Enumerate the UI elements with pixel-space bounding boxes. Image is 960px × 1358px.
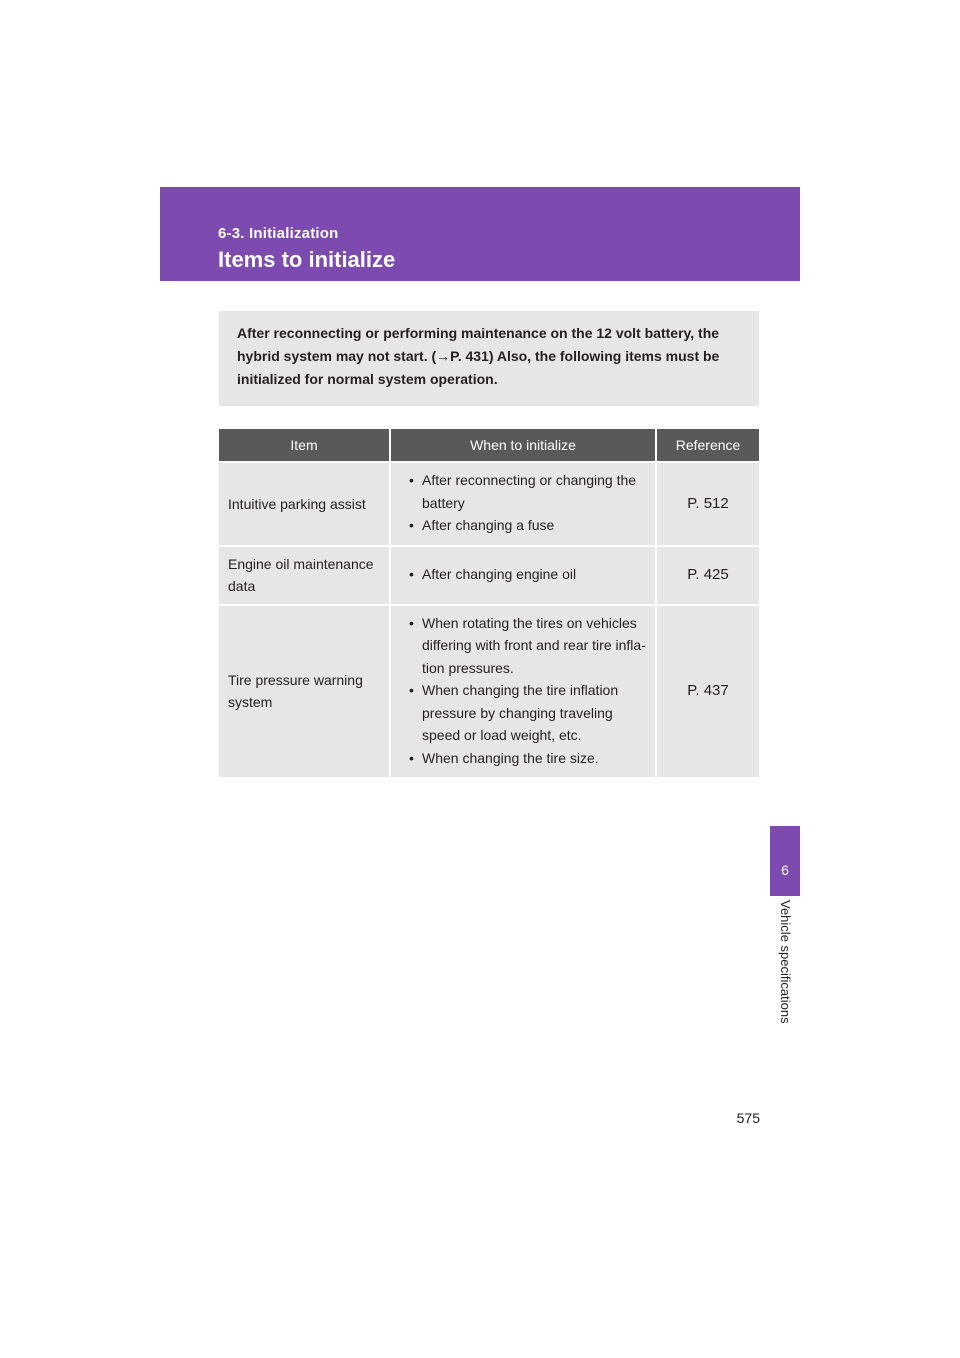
list-item: • When changing the tire size. [409, 747, 649, 770]
section-number: 6-3. Initialization [218, 225, 339, 242]
column-header-item: Item [219, 429, 389, 463]
reference-link[interactable]: P. 512 [657, 463, 759, 547]
reference-link[interactable]: P. 437 [657, 606, 759, 780]
when-list [409, 612, 649, 770]
intro-box [219, 311, 759, 406]
list-item: • After changing engine oil [409, 563, 649, 586]
chapter-tab[interactable] [770, 826, 800, 896]
when-cell [391, 606, 655, 780]
page-number: 575 [736, 1110, 760, 1126]
when-cell [391, 463, 655, 547]
list-item: • After changing a fuse [409, 514, 649, 537]
table-header-row [219, 429, 759, 463]
column-header-reference: Reference [657, 429, 759, 463]
table-row [219, 463, 759, 547]
when-list [409, 563, 649, 586]
table-row [219, 606, 759, 780]
chapter-tab-number: 6 [781, 862, 789, 878]
column-header-when: When to initialize [391, 429, 655, 463]
item-cell: Engine oil maintenance data [219, 547, 389, 606]
chapter-label-text: Vehicle specifications [778, 900, 793, 1024]
when-cell [391, 547, 655, 606]
when-list [409, 469, 649, 537]
intro-text: After reconnecting or performing maintenance on the 12 volt battery, the hybrid system may not start. (→P. 431) Also, the following items must be initialized for normal system operation. [237, 325, 720, 387]
item-cell: Tire pressure warning system [219, 606, 389, 780]
list-item: • After reconnecting or changing the battery [409, 469, 649, 514]
list-item: • When changing the tire inflation pressure by changing traveling speed or load weight, etc. [409, 679, 649, 747]
reference-link[interactable]: P. 425 [657, 547, 759, 606]
section-header [160, 187, 800, 281]
initialization-table [217, 429, 761, 779]
item-cell: Intuitive parking assist [219, 463, 389, 547]
chapter-label [770, 900, 800, 1060]
page-title: Items to initialize [218, 247, 396, 272]
table-row [219, 547, 759, 606]
list-item: • When rotating the tires on vehicles differing with front and rear tire infla-tion pressures. [409, 612, 649, 680]
